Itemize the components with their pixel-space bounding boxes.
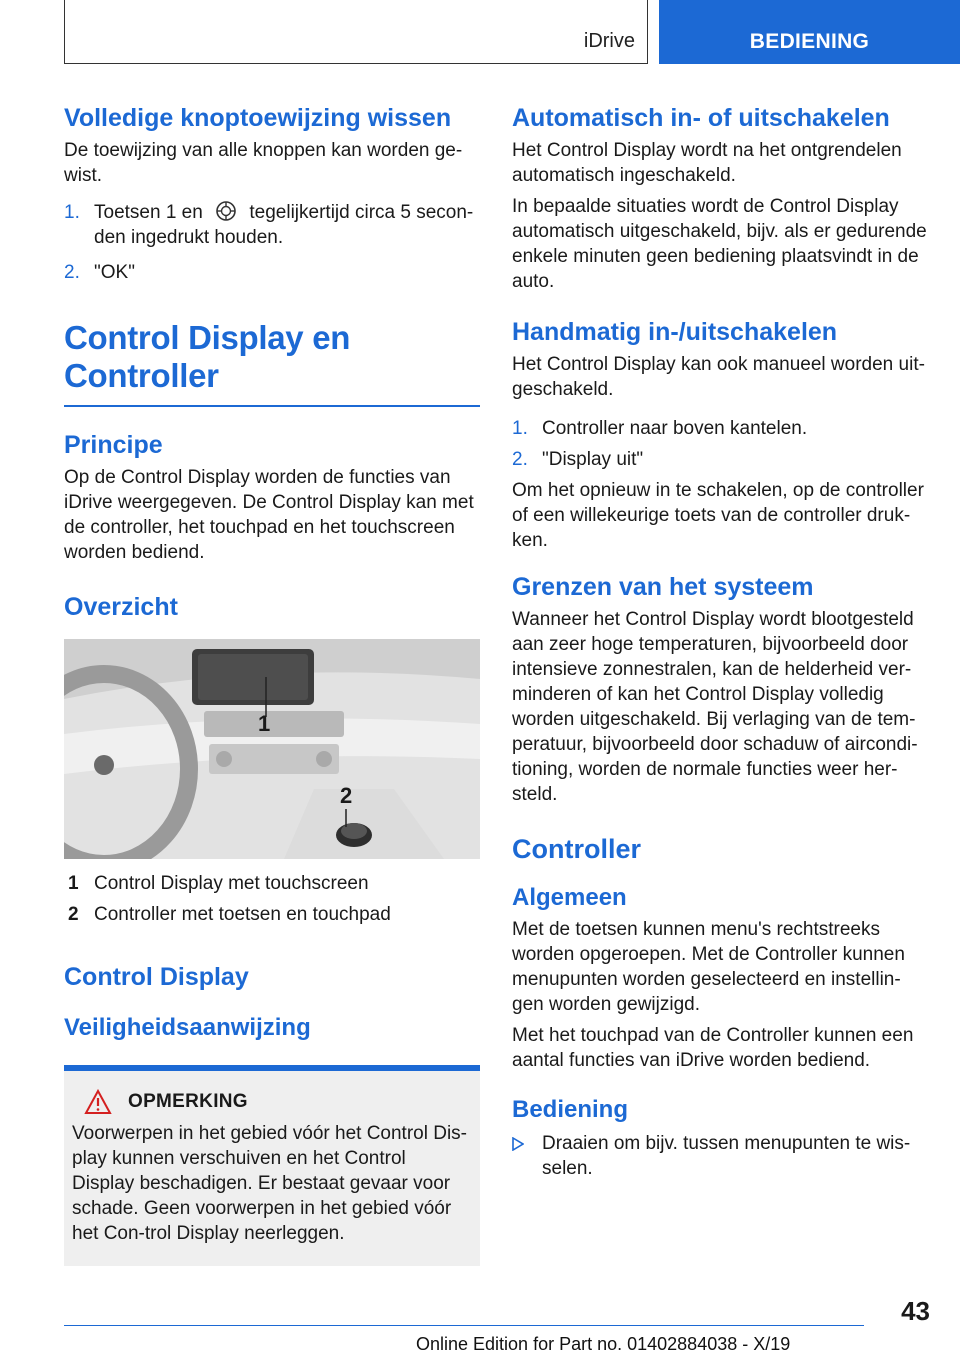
paragraph-manual-2: Om het opnieuw in te schakelen, op de controller of een willekeurige toets van de controller druk-ken. [512,480,924,551]
list-item: 2 Controller met toetsen en touchpad [68,904,391,925]
header-chapter-tab [659,0,960,64]
bediening-list [512,1131,928,1181]
list-item: 1. Controller naar boven kantelen. [512,418,808,439]
footer-edition: Online Edition for Part no. 01402884038 - X/19 [416,1334,791,1354]
page-number: 43 [901,1296,930,1326]
heading-reset-assignment: Volledige knoptoewijzing wissen [64,104,452,132]
heading-manual-switch: Handmatig in-/uitschakelen [512,318,838,346]
paragraph-algemeen-1: Met de toetsen kunnen menu's rechtstreeks worden opgeroepen. Met de Controller kunnen menupunten worden geselecteerd en instellin-gen worden gewijzigd. [512,919,905,1015]
callout-1: 1 [258,711,271,736]
triangle-bullet-icon [512,1137,524,1151]
figure-legend [64,871,480,927]
paragraph-algemeen-2: Met het touchpad van de Controller kunnen een aantal functies van iDrive worden bediend. [512,1025,914,1071]
paragraph-auto-2: In bepaalde situaties wordt de Control Display automatisch uitgeschakeld, bijv. als er gedurende enkele minuten geen bediening plaatsvindt in de auto. [512,196,927,292]
notice-box [64,1065,480,1266]
paragraph-reset: De toewijzing van alle knoppen kan worden ge-wist. [64,140,463,186]
footer-rule [64,1325,864,1326]
controller-button-icon [214,200,238,222]
right-column [512,100,928,1181]
warning-icon [84,1089,112,1115]
paragraph-grenzen: Wanneer het Control Display wordt blootgesteld aan zeer hoge temperaturen, bijvoorbeeld door intensieve zonnestralen, kan de helderheid ver-minderen of kan het Control Display volledig worden uitgeschakeld. Bij verlaging van de tem-peratuur, bijvoorbeeld door schaduw of aircondi-tioning, worden de normale functies weer her-steld. [512,609,918,805]
step-number: 2. [64,262,80,283]
list-item: 2. "Display uit" [512,449,644,470]
list-item: Draaien om bijv. tussen menupunten te wis-selen. [512,1131,928,1181]
paragraph-principe: Op de Control Display worden de functies van iDrive weergegeven. De Control Display kan met de controller, het touchpad en het touchscreen worden bediend. [64,467,474,563]
header-section-box [64,0,648,64]
heading-principe: Principe [64,431,163,459]
paragraph-manual: Het Control Display kan ook manueel worden uit-geschakeld. [512,354,925,400]
left-column [64,100,480,1266]
step-number: 1. [64,202,80,223]
heading-overzicht: Overzicht [64,593,178,621]
list-item: 2. "OK" [64,262,135,283]
step-number: 2. [512,449,528,470]
callout-2: 2 [340,783,353,808]
heading-algemeen: Algemeen [512,884,627,911]
reset-steps [64,200,480,285]
cockpit-drawing [64,639,480,859]
notice-header [72,1089,472,1115]
heading-grenzen: Grenzen van het systeem [512,573,814,601]
heading-veiligheid: Veiligheidsaanwijzing [64,1014,311,1041]
paragraph-auto-1: Het Control Display wordt na het ontgrendelen automatisch ingeschakeld. [512,140,902,186]
manual-steps [512,416,928,472]
header-chapter-label: BEDIENING [749,30,870,53]
list-item: 1. Toetsen 1 en tegelijkertijd circa 5 secon-den ingedrukt houden. [64,202,474,248]
chapter-title: Control Display en Controller [64,319,351,394]
title-rule [64,405,480,407]
heading-auto-switch: Automatisch in- of uitschakelen [512,104,890,132]
notice-title: OPMERKING [128,1091,248,1112]
list-item: 1 Control Display met touchscreen [68,873,369,894]
header-section-label: iDrive [583,30,635,52]
notice-text: Voorwerpen in het gebied vóór het Control Dis-play kunnen verschuiven en het Control Display beschadigen. Er bestaat gevaar voor schade. Geen voorwerpen in het gebied vóór het Con-trol Display neerleggen. [72,1123,468,1244]
cockpit-illustration [64,639,480,859]
heading-controller: Controller [512,834,642,864]
heading-bediening: Bediening [512,1096,629,1123]
heading-control-display: Control Display [64,963,249,991]
step-number: 1. [512,418,528,439]
